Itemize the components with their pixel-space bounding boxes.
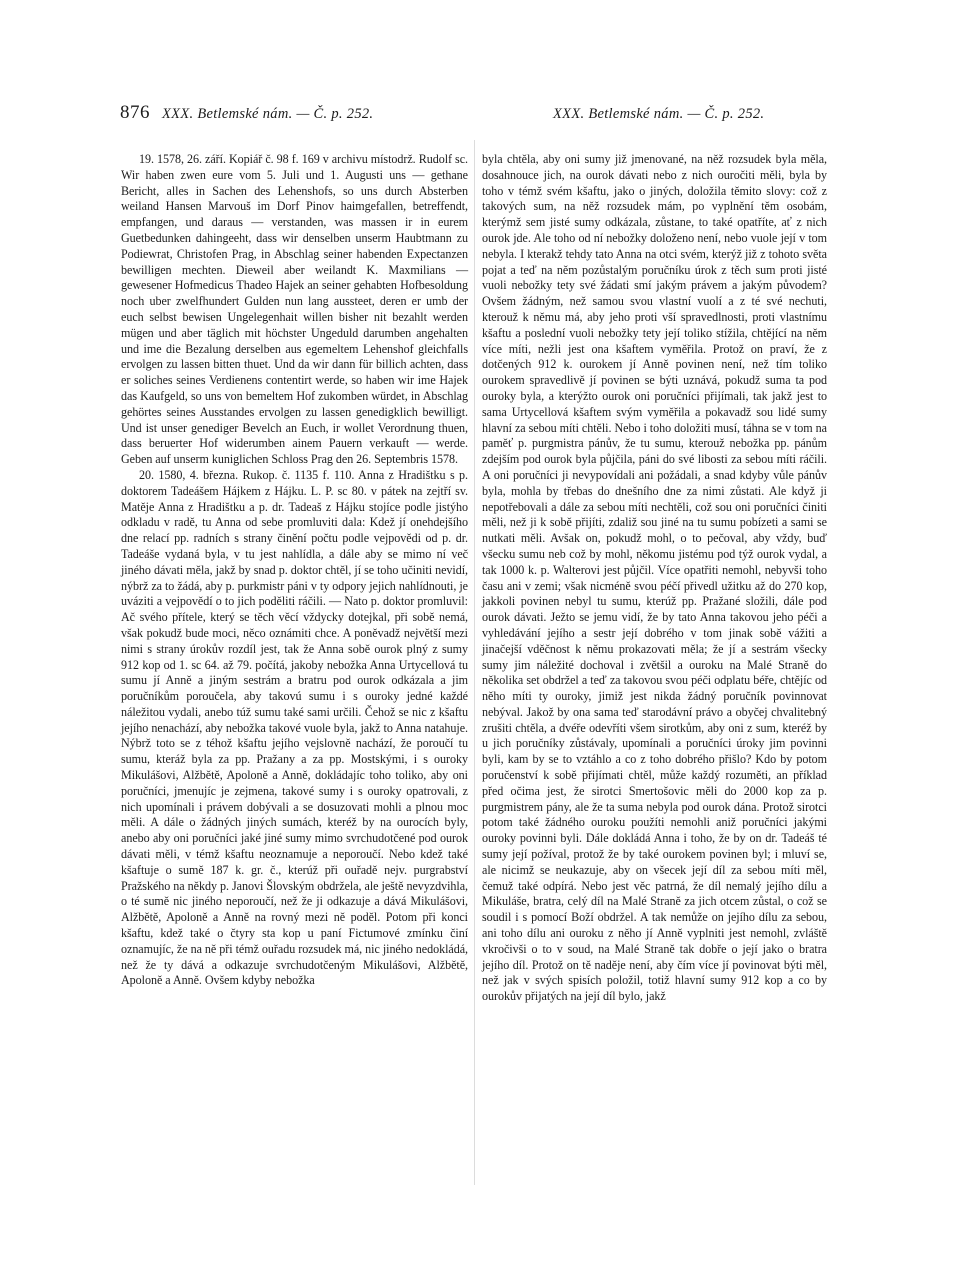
column-divider [474,140,475,1185]
left-column [121,152,468,989]
entry-20-continuation-paragraph: byla chtěla, aby oni sumy již jmenované, na něž rozsudek byla měla, dosahnouce jich, na ourok dávati nebo z nich ouročiti měli, byla by toho v témž svém kšaftu, jako o jiných, doložila těmito slovy: což z takových sum, na něž rozsudek mám, po vyplnění těm osobám, kterýmž sem jisté sumy odkázala, zůstane, to také opatříte, ať z nich ourok jde. Ale toho od ní nebožky doloženo není, nebo vuole její v tom nebyla. I kterakž tehdy tato Anna na otci svém, kterýž již z tohoto světa pojat a teď na něm pozůstalým poručníku úrok z těch sum proti jisté vuoli nebožky tety své žádati smí jakým právem a jakým původem? Ovšem žádným, než samou svou vlastní vuolí a z té své nechuti, kterouž k němu má, aby jeho proti vší spravedlnosti, proti vlastnímu kšaftu a poslední vuoli nebožky tety její toliko stížila, chtějící na něm více míti, nežli jest ona kšaftem vyměřila. Protož on praví, že z dotčených 912 k. ourokem jí Anně povinen není, než tím toliko ourokem spravedlivě jí povinen se býti uznává, pokudž suma ta pod ouroky byla, a kterýžto ourok oni poručníci přijímali, tak jakž jest to sama Urtycellová kšaftem svým vyměřila a pokavadž sou lidé sumy hlavní za sebou míti chtěli. Nebo i toho doložiti musí, táhna se v tom na paměť p. purgmistra pánův, že tu sumu, kterouž nebožka pp. pánům zdejším pod ourok byla půjčila, páni do své libosti za sebou míti ráčili. A oni poručníci ji nevypovídali ani požádali, a snad kdyby vůle pánův byla, mohla by třebas do dnešního dne za nimi zůstati. Ale když ji nepotřebovali a dále za sebou míti nechtěli, což sou oni poručníci činiti měli, než ji k sobě přijíti, zdaliž sou jiné na tu sumu pobízeti a sami se nutkati měli. Avšak on, pokudž mohl, o to pečoval, aby vždy, buď všecku sumu neb což by mohl, někomu jistému pod týž ourok vydal, a tak 1000 k. p. Walterovi jest půjčil. Více opatřiti nemohl, nebyvši toho času ani v zemi; však nicméně svou péčí přivedl užitku až do 270 kop, jakkoli povinen nebyl tu sumu, kterúž pp. Pražané složili, dále pod ourok dávati. Ježto se jemu vidí, že by tato Anna takovou jeho péči a vyhledávání jejího a sestr její dobrého v tom jinak sobě vážiti a jinačejší vděčnost k němu prokazovati měla; že jí a sestrám všecky sumy jim náležité dochoval i zvětšil a ouroku na Malé Straně do několika set obdržel a teď za takovou svou péči odplatu béře, chtějíc od něho míti ty ouroky, jimiž jest nikda žádný poručník povinnovat nebýval. Jakož by ona sama teď starodávní právo a obyčej chvalitebný zrušiti chtěla, a dvéře odevříti všem sirotkům, aby oni z sum, kteréž by u jich poručníky zůstávaly, upomínali a poručníci úroky jim povinni byli, kam by se to vztáhlo a co z toho dobrého přišlo? Kdo by potom poručenství k sobě přijímati chtěl, může každý rozuměti, an příklad před očima jest, že sirotci Smertošovic měli do 2000 kop za p. purgmistrem pány, ale že ta suma nebyla pod ourok dána. Protož sirotci potom také žádného ouroku použíti nemohli aniž poručníci jakými ouroky povinni byli. Dále dokládá Anna i toho, že by on dr. Tadeáš té sumy její požíval, protož že by také ourokem povinen byl; i mluví se, ale nicimž se neukazuje, aby on všecek její díl za sebou míti měl, čemuž také odpírá. Nebo jest věc patrná, že díl nemalý jejího dílu a Mikuláše, bratra, celý díl na Malé Straně za jich otcem zůstal, o což se soudil i s pomocí Boží obdržel. A tak nemůže on jejího dílu za sebou, ani toho dílu ani ouroku z něho jí Anně vyplniti jest nemohl, zvláště vkročivši o to v soud, na Malé Straně tak dobře o její jako o bratra jejího díl. Protož on tě naděje není, aby čím více jí povinovat býti měl, než jak v svých spisích položil, totiž hlavní sumy 912 kop a co by ourokův přijatých na její díl bylo, jakž [482,152,827,1004]
running-head-right: XXX. Betlemské nám. — Č. p. 252. [553,106,765,122]
running-head-left: XXX. Betlemské nám. — Č. p. 252. [162,106,374,122]
entry-20-paragraph: 20. 1580, 4. března. Rukop. č. 1135 f. 110. Anna z Hradištku s p. doktorem Tadeášem Hájkem z Hájku. L. P. sc 80. v pátek na zejtří sv. Matěje Anna z Hradištku a p. dr. Tadeaš z Hájku stojíce podle jistýho odkladu v radě, tu Anna od sebe promluviti dala: Kdež jí onehdejšího dne relací pp. radních s strany činění počtu podle vejpovědi od p. dr. Tadeáše vydaná byla, v tu jest nahlídla, a dále aby se mimo ní več jiného dávati měla, jakž by snad p. doktor chtěl, jí se toho učiniti nevidí, nýbrž za to žádá, aby p. purkmistr páni v ty odpory jejich nahlídnouti, je uváziti a vejpovědí o to jich poděliti ráčili. — Nato p. doktor promluvil: Ač svého přítele, který se těch věcí vždycky dotejkal, při sobě nemá, však pokudž bude moci, něco oznámiti chce. A poněvadž největší mezi nimi s strany úrokův rozdíl jest, tak že Anna sobě ourok plný z sumy 912 kop od 1. sc 64. až 79. počítá, jakoby nebožka Anna Urtycellová tu sumu jí Anně a jiným sestrám a bratru pod ourok odkázala a jim poručníkům poroučela, aby takovú sumu i s ouroky jedné každé náležitou vydali, anebo túž sumu také sami určili. Čehož se nic z kšaftu jejího nenachází, aby nebožka takové vuole byla, jakž to Anna natahuje. Nýbrž toto se z téhož kšaftu jejího vejslovně nachází, že poroučí tu sumu, kteráž byla za pp. Pražany a za pp. Mostskými, i s ouroky Mikulášovi, Alžbětě, Apoloně a Anně, dokládajíc toho toliko, aby oni poručníci, jmenujíc je zejmena, takové sumy i s ouroky opatrovali, z nich upomínali i právem dobývali a se dosuzovati mohli a plnou moc měli. A dále o žádných jiných sumách, kteréž by na ourocích byly, anebo aby oni poručníci jaké jiné sumy mimo svrchudotčené pod ourok dávati měli, v témž kšaftu neoznamuje a neporoučí. Nebo kdež také kšaftuje o sumě 187 k. gr. č., kterúž při ouřadě nejv. purgrabství Pražského na někdy p. Janovi Šlovským obdržela, ale ještě nevyzdvihla, o té sumě nic jiného neporoučí, než že ji odkazuje a dává Mikulášovi, Alžbětě, Apoloně a Anně na rovný mezi ně poděl. Potom při konci kšaftu, kdež také o čtyry sta kop u paní Fictumové zmínku činí oznamujíc, že na ně při témž ouřadu rozsudek má, nic jiného nedokládá, než že ty dává a odkazuje svrchudotčeným Mikulášovi, Alžbětě, Apoloně a Anně. Ovšem kdyby nebožka [121,467,468,988]
page-header [0,100,960,130]
page-number: 876 [120,102,150,123]
entry-19-paragraph: 19. 1578, 26. září. Kopiář č. 98 f. 169 v archivu místodrž. Rudolf sc. Wir haben zwen eure vom 5. Juli und 1. Augusti uns — gethane Bericht, alles in Sachen des Lehenshofs, so uns durch Absterben weiland Hansen Marvouš im Dorf Pinov haimgefallen, betreffendt, empfangen, und daraus — verstanden, was massen ir in eurem Guetbedunken dahingeeht, dass wir denselben unserm Haubtmann zu Podiewrat, Christofen Prag, in Abschlag seiner habenden Expectanzen bewilligen mechten. Dieweil aber weilandt K. Maxmilians — gewesener Hofmedicus Thadeo Hajek an seiner gehabten Hofbesoldung noch uber zwelfhundert Gulden nun lang aussteet, deren er umb der euch selbst bewisen Ungelegenhait willen bisher nit bezahlt werden mügen und aber täglich mit höchster Ungeduld darumben angehalten und ime die Bezalung derselben aus egemeltem Lehenshof gleichfalls ervolgen zu lassen bitten thuet. Und da wir dann für billich achten, dass er soliches seines Verdienens contentirt werde, so haben wir ime Hajek das Kaufgeld, so uns von bemeltem Hof zukomben würdet, in Abschlag gehörtes seines Ausstandes ervolgen zu lassen genedigklich bewilligt. Und ist unser genediger Bevelch an Euch, ir wollet Verordnung thuen, dass beruerter Hof widerumben ainem Pauern verkauft — werde. Geben auf unserm kuniglichen Schloss Prag den 26. Septembris 1578. [121,152,468,467]
right-column [482,152,827,1005]
